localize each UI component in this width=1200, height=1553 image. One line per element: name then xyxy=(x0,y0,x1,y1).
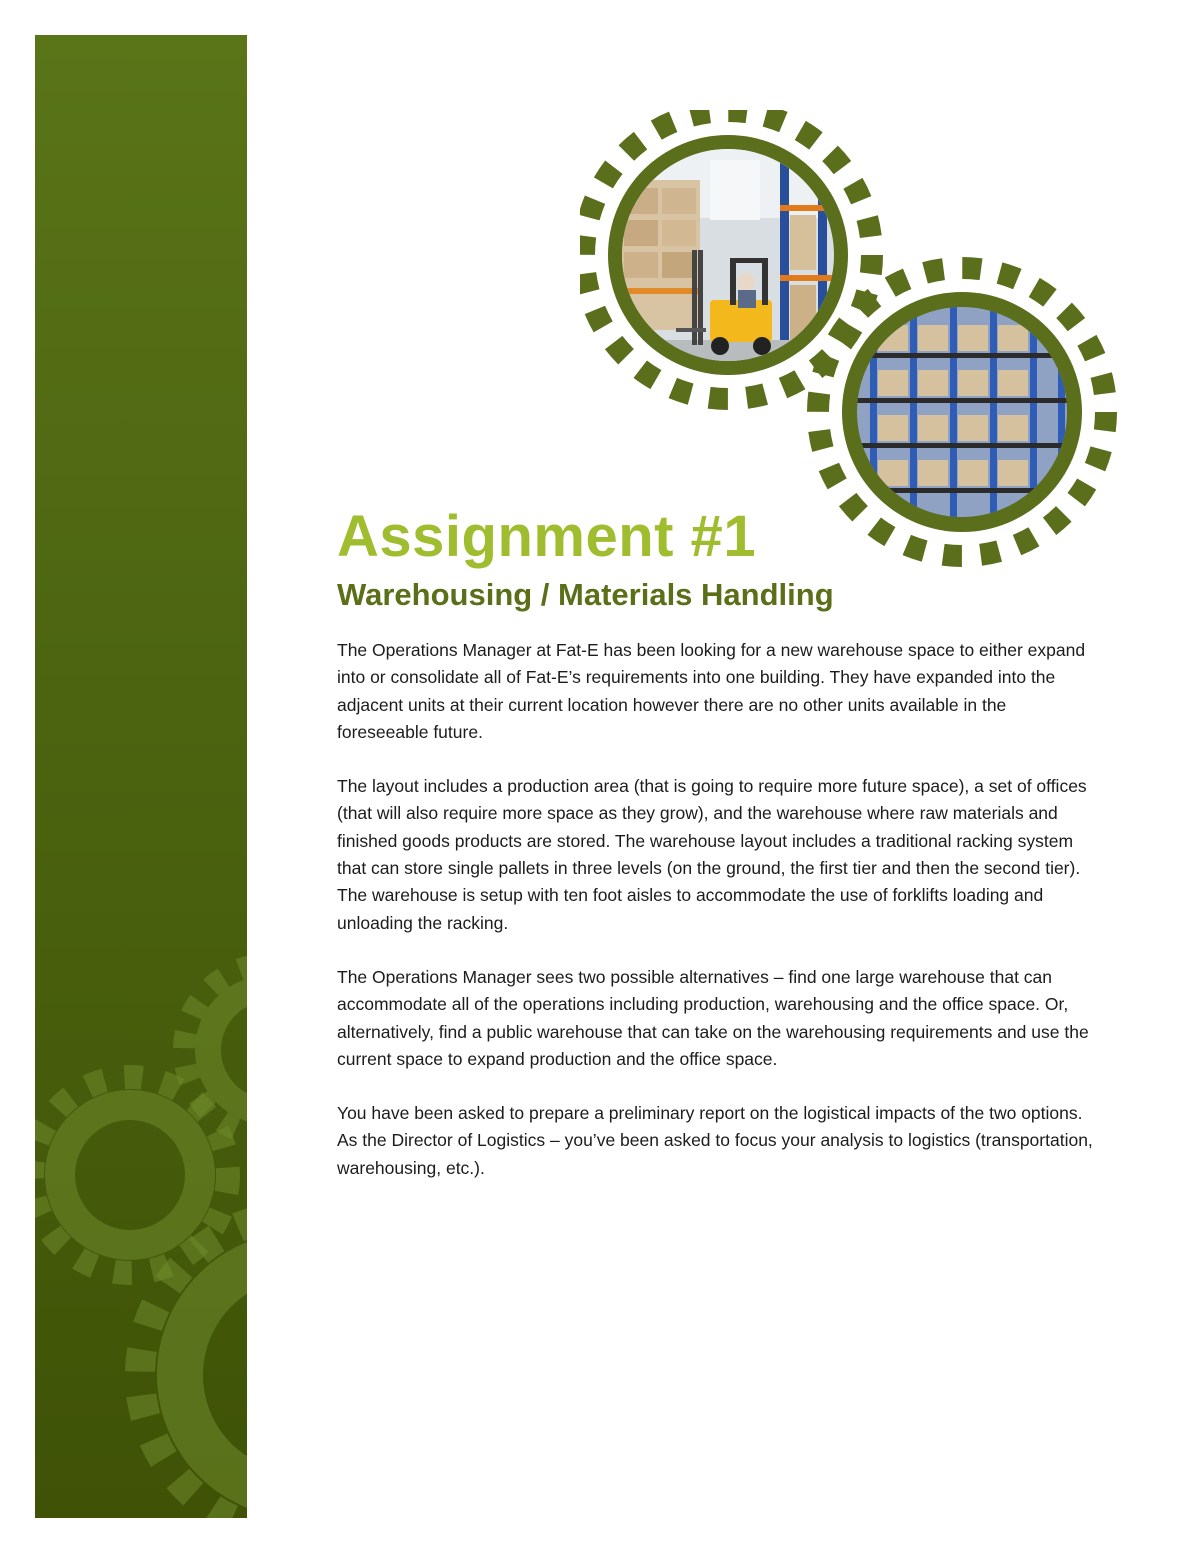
page-title: Assignment #1 xyxy=(337,504,757,569)
sidebar-gear-watermark xyxy=(35,35,247,1518)
sidebar-band xyxy=(35,35,247,1518)
paragraph-4: You have been asked to prepare a preliminary report on the logistical impacts of the two options. As the Director of Logistics – you’ve been asked to focus your analysis to logistics (transportation, warehousing, etc.). xyxy=(337,1103,1093,1178)
paragraph-1: The Operations Manager at Fat-E has been looking for a new warehouse space to either expand into or consolidate all of Fat-E’s requirements into one building. They have expanded into the adjacent units at their current location however there are no other units available in the foreseeable future. xyxy=(337,640,1086,742)
paragraph-2: The layout includes a production area (that is going to require more future space), a set of offices (that will also require more space as they grow), and the warehouse where raw materials and finished goods products are stored. The warehouse layout includes a traditional racking system that can store single pallets in three levels (on the ground, the first tier and then the second tier). The warehouse is setup with ten foot aisles to accommodate the use of forklifts loading and unloading the racking. xyxy=(337,776,1087,933)
body-text xyxy=(337,637,1102,1209)
paragraph-3: The Operations Manager sees two possible alternatives – find one large warehouse that can accommodate all of the operations including production, warehousing and the office space. Or, alternatively, find a public warehouse that can take on the warehousing requirements and use the current space to expand production and the office space. xyxy=(337,966,1089,1069)
page-subtitle: Warehousing / Materials Handling xyxy=(337,577,834,612)
